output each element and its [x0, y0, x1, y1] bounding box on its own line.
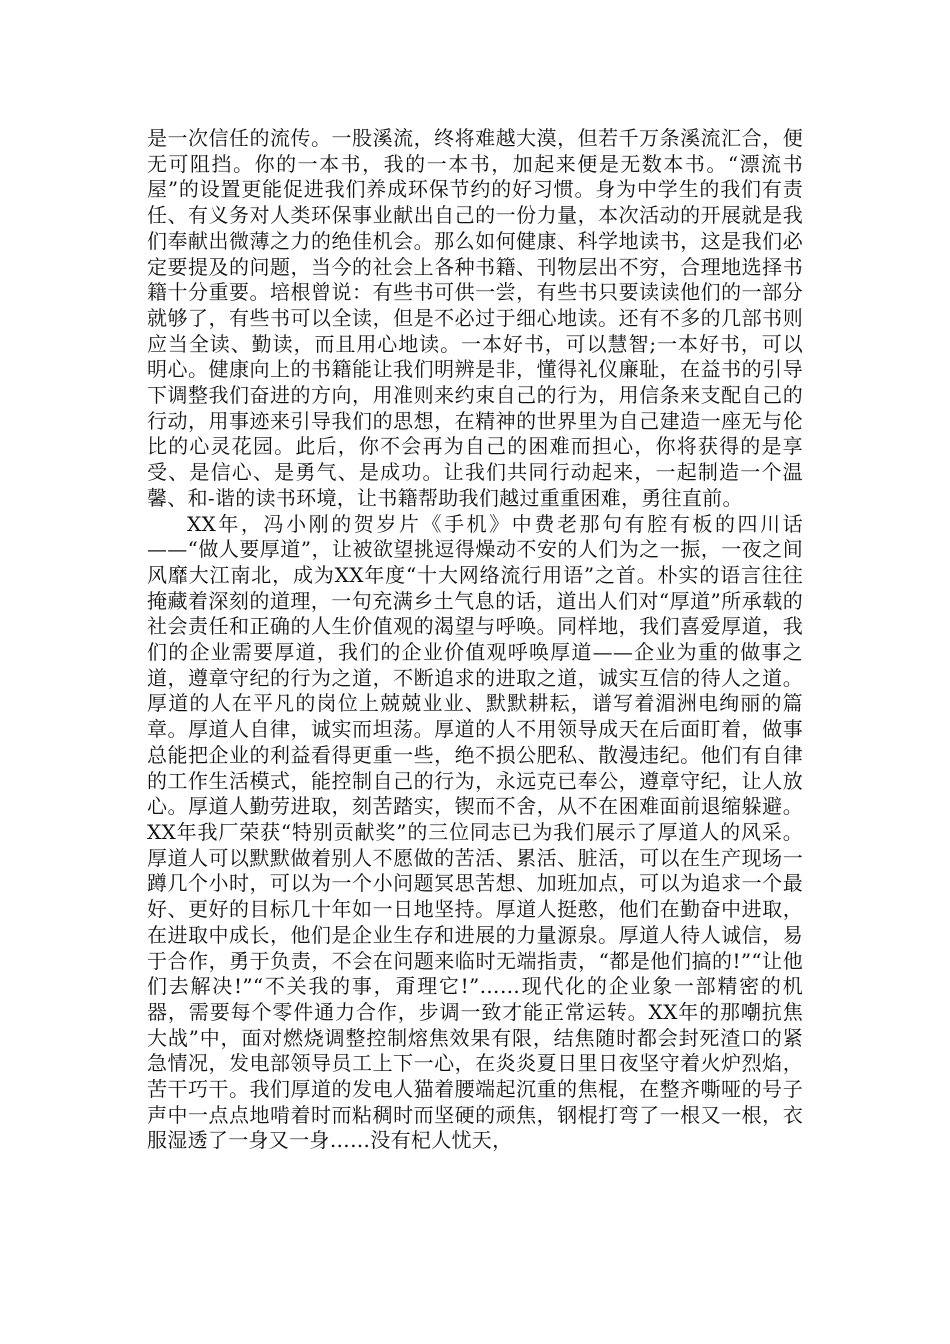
paragraph-2: XX年，冯小刚的贺岁片《手机》中费老那句有腔有板的四川话——“做人要厚道”，让被欲望挑逗得燥动不安的人们为之一振，一夜之间风靡大江南北，成为XX年度“十大网络流行用语”之首。朴实的语言往往掩藏着深刻的道理，一句充满乡土气息的话，道出人们对“厚道”所承载的社会责任和正确的人生价值观的渴望与呼唤。同样地，我们喜爱厚道，我们的企业需要厚道，我们的企业价值观呼唤厚道——企业为重的做事之道，遵章守纪的行为之道，不断追求的进取之道，诚实互信的待人之道。厚道的人在平凡的岗位上兢兢业业、默默耕耘，谱写着湄洲电绚丽的篇章。厚道人自律，诚实而坦荡。厚道的人不用领导成天在后面盯着，做事总能把企业的利益看得更重一些，绝不损公肥私、散漫违纪。他们有自律的工作生活模式，能控制自己的行为，永远克已奉公，遵章守纪，让人放心。厚道人勤劳进取，刻苦踏实，锲而不舍，从不在困难面前退缩躲避。XX年我厂荣获“特别贡献奖”的三位同志已为我们展示了厚道人的风采。厚道人可以默默做着别人不愿做的苦活、累活、脏活，可以在生产现场一蹲几个小时，可以为一个小问题冥思苦想、加班加点，可以为追求一个最好、更好的目标几十年如一日地坚持。厚道人挺憨，他们在勤奋中进取，在进取中成长，他们是企业生存和进展的力量源泉。厚道人待人诚信，易于合作，勇于负责，不会在问题来临时无端指责，“都是他们搞的!”“让他们去解决!”“不关我的事，甭理它!”……现代化的企业象一部精密的机器，需要每个零件通力合作，步调一致才能正常运转。XX年的那嘲抗焦大战”中，面对燃烧调整控制熔焦效果有限，结焦随时都会封死渣口的紧急情况，发电部领导员工上下一心，在炎炎夏日里日夜坚守着火炉烈焰，苦干巧干。我们厚道的发电人猫着腰端起沉重的焦棍，在整齐嘶哑的号子声中一点点地啃着时而粘稠时而坚硬的顽焦，钢棍打弯了一根又一根，衣服湿透了一身又一身……没有杞人忧天，: [147, 511, 803, 1153]
paragraph-1: 是一次信任的流传。一股溪流，终将难越大漠，但若千万条溪流汇合，便无可阻挡。你的一本书，我的一本书，加起来便是无数本书。“漂流书屋”的设置更能促进我们养成环保节约的好习惯。身为中学生的我们有责任、有义务对人类环保事业献出自己的一份力量，本次活动的开展就是我们奉献出微薄之力的绝佳机会。那么如何健康、科学地读书，这是我们必定要提及的问题，当今的社会上各种书籍、刊物层出不穷，合理地选择书籍十分重要。培根曾说：有些书可供一尝，有些书只要读读他们的一部分就够了，有些书可以全读，但是不必过于细心地读。还有不多的几部书则应当全读、勤读，而且用心地读。一本好书，可以慧智;一本好书，可以明心。健康向上的书籍能让我们明辨是非，懂得礼仪廉耻，在益书的引导下调整我们奋进的方向，用准则来约束自己的行为，用信条来支配自己的行动，用事迹来引导我们的思想，在精神的世界里为自己建造一座无与伦比的心灵花园。此后，你不会再为自己的困难而担心，你将获得的是享受、是信心、是勇气、是成功。让我们共同行动起来，一起制造一个温馨、和-谐的读书环境，让书籍帮助我们越过重重困难，勇往直前。: [147, 126, 803, 510]
body-text: [147, 126, 803, 1154]
